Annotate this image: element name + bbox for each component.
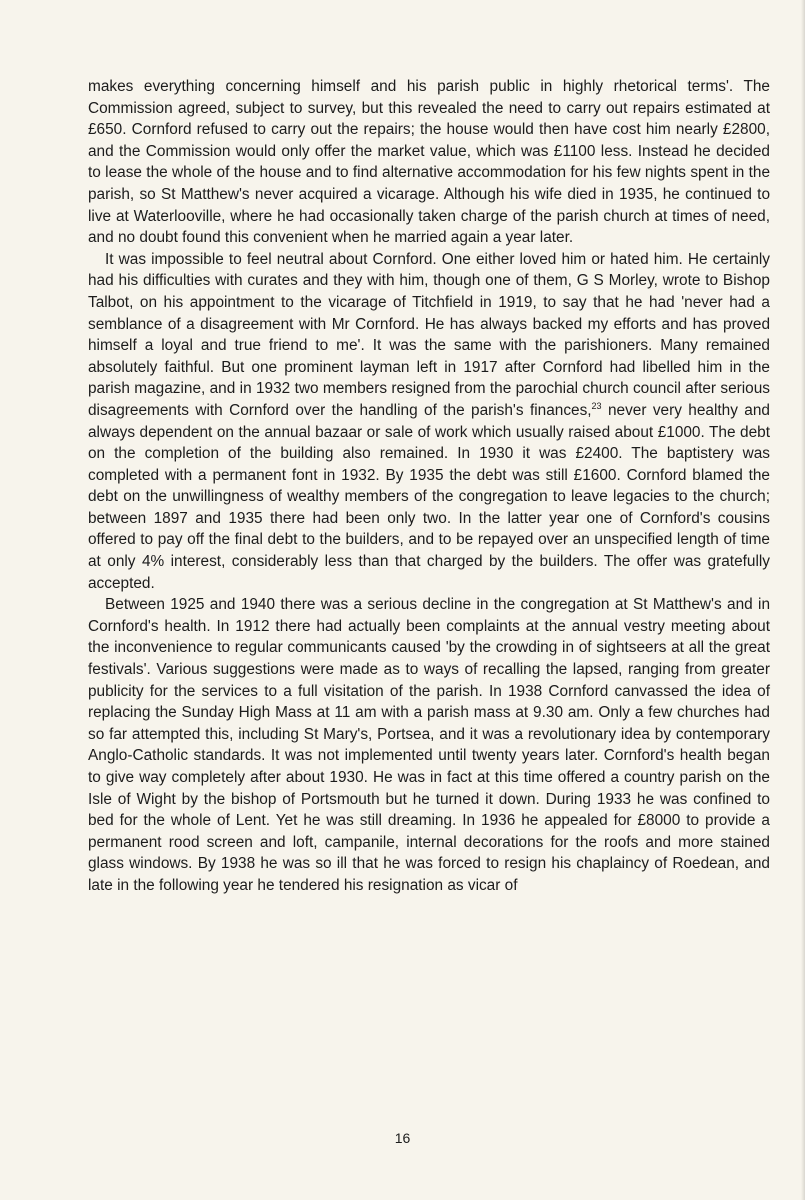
paragraph-1: makes everything concerning himself and his parish public in highly rhetorical terms'. The Commission agreed, subject to survey, but this revealed the need to carry out repairs estimated at £650. Cornford refused to carry out the repairs; the house would then have cost him nearly £2800, and the Commission would only offer the market value, which was £1100 less. Instead he decided to lease the whole of the house and to find alternative accommodation for his few nights spent in the parish, so St Matthew's never acquired a vicarage. Although his wife died in 1935, he continued to live at Waterlooville, where he had occasionally taken charge of the parish church at times of need, and no doubt found this convenient when he married again a year later. <box>88 78 770 247</box>
page-number: 16 <box>394 1130 411 1146</box>
page-edge-shadow <box>801 0 805 1200</box>
paragraph-2-text-a: It was impossible to feel neutral about Cornford. One either loved him or hated him. He certainly had his difficulties with curates and they with him, though one of them, G S Morley, wrote to Bishop Talbot, on his appointment to the vicarage of Titchfield in 1919, to say that he had 'never had a semblance of a disagreement with Mr Cornford. He has always backed my efforts and has proved himself a loyal and true friend to me'. It was the same with the parishioners. Many remained absolutely faithful. But one prominent layman left in 1917 after Cornford had libelled him in the parish magazine, and in 1932 two members resigned from the parochial church council after serious disagreements with Cornford over the handling of the parish's finances, <box>88 250 770 419</box>
body-text <box>88 76 770 897</box>
paragraph-2-text-b: never very healthy and always dependent on the annual bazaar or sale of work which usually raised about £1000. The debt on the completion of the building also remained. In 1930 it was £2400. The baptistery was completed with a permanent font in 1932. By 1935 the debt was still £1600. Cornford blamed the debt on the unwillingness of wealthy members of the congregation to leave legacies to the church; between 1897 and 1935 there had been only two. In the latter year one of Cornford's cousins offered to pay off the final debt to the builders, and to be repayed over an unspecified length of time at only 4% interest, considerably less than that charged by the builders. The offer was gratefully accepted. <box>88 401 770 592</box>
paragraph-2 <box>88 249 770 595</box>
paragraph-3: Between 1925 and 1940 there was a serious decline in the congregation at St Matthew's and in Cornford's health. In 1912 there had actually been complaints at the annual vestry meeting about the inconvenience to regular communicants caused 'by the crowding in of sightseers at all the great festivals'. Various suggestions were made as to ways of recalling the lapsed, ranging from greater publicity for the services to a full visitation of the parish. In 1938 Cornford canvassed the idea of replacing the Sunday High Mass at 11 am with a parish mass at 9.30 am. Only a few churches had so far attempted this, including St Mary's, Portsea, and it was a revolutionary idea by contemporary Anglo-Catholic standards. It was not implemented until twenty years later. Cornford's health began to give way completely after about 1930. He was in fact at this time offered a country parish on the Isle of Wight by the bishop of Portsmouth but he turned it down. During 1933 he was confined to bed for the whole of Lent. Yet he was still dreaming. In 1936 he appealed for £8000 to provide a permanent rood screen and loft, campanile, internal decorations for the roofs and more stained glass windows. By 1938 he was so ill that he was forced to resign his chaplaincy of Roedean, and late in the following year he tendered his resignation as vicar of <box>88 596 770 894</box>
footnote-marker: 23 <box>591 400 602 411</box>
